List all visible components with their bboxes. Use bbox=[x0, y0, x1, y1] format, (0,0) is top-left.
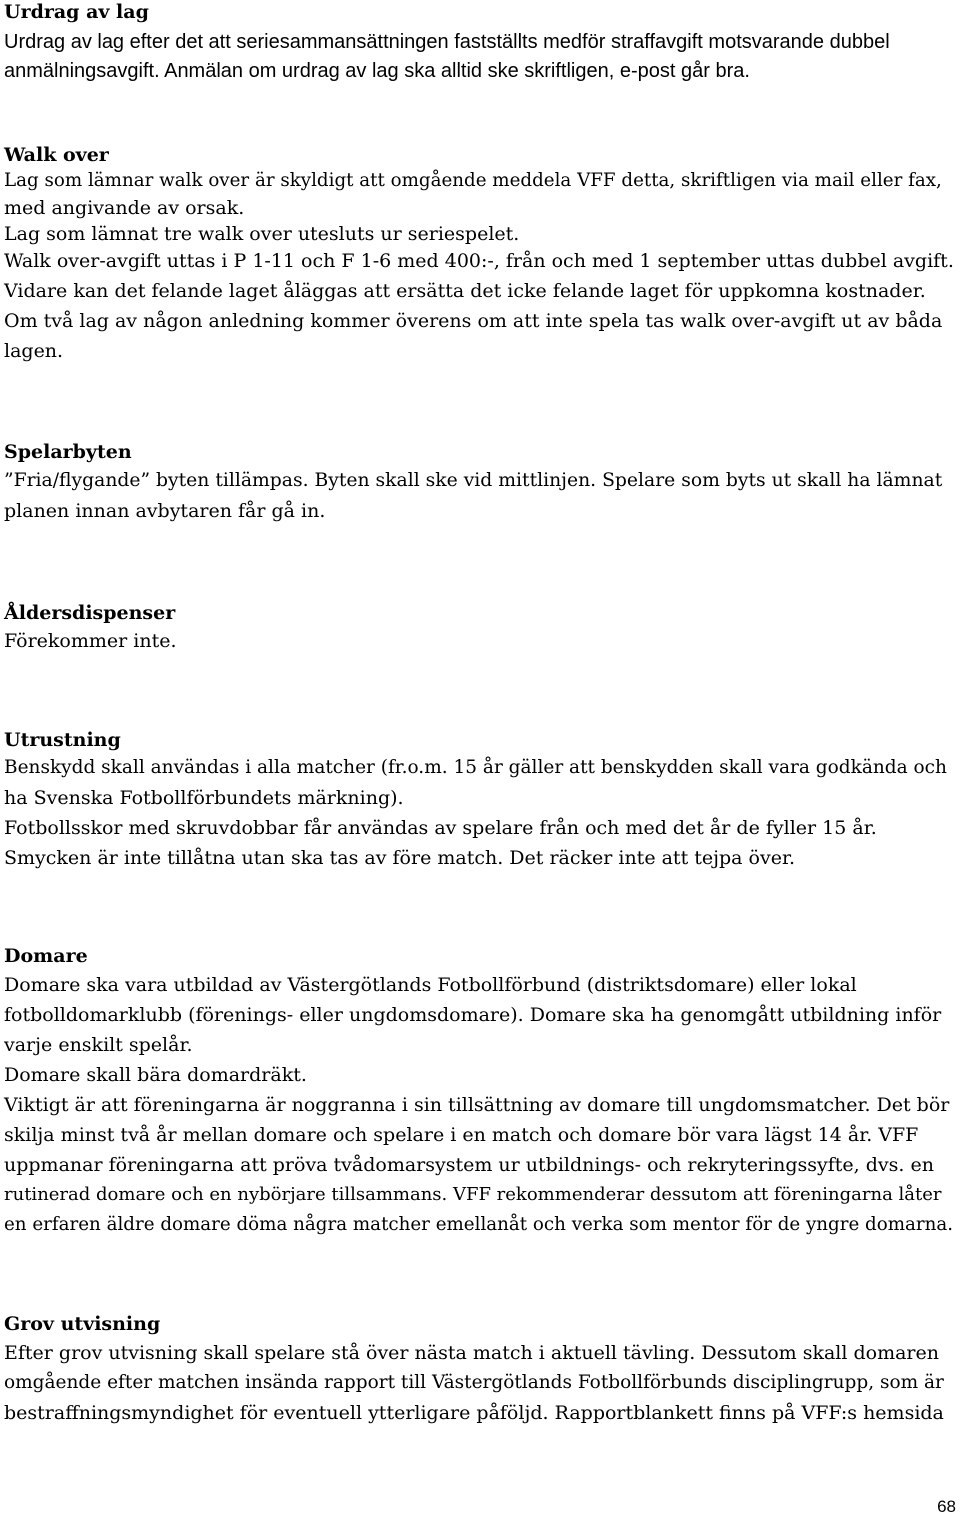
paragraph-line: Benskydd skall användas i alla matcher (fr.o.m. 15 år gäller att benskydden skall vara godkända och bbox=[4, 757, 947, 778]
paragraph-line: Lag som lämnat tre walk over utesluts ur seriespelet. bbox=[4, 223, 520, 245]
paragraph-line: fotbolldomarklubb (förenings- eller ungdomsdomare). Domare ska ha genomgått utbildning inför bbox=[4, 1004, 942, 1026]
paragraph-line: Domare skall bära domardräkt. bbox=[4, 1064, 307, 1086]
paragraph-line: Lag som lämnar walk over är skyldigt att omgående meddela VFF detta, skriftligen via mail eller fax, bbox=[4, 170, 942, 191]
paragraph-line: rutinerad domare och en nybörjare tillsammans. VFF rekommenderar dessutom att föreningarna låter bbox=[4, 1184, 942, 1205]
paragraph-line: Domare ska vara utbildad av Västergötlands Fotbollförbund (distriktsdomare) eller lokal bbox=[4, 974, 857, 996]
heading-utrustning: Utrustning bbox=[4, 729, 121, 751]
paragraph-line: Om två lag av någon anledning kommer överens om att inte spela tas walk over-avgift ut av båda bbox=[4, 310, 943, 332]
heading-urdrag-av-lag: Urdrag av lag bbox=[4, 1, 149, 23]
paragraph-line: uppmanar föreningarna att pröva tvådomarsystem ur utbildnings- och rekryteringssyfte, dvs. en bbox=[4, 1154, 934, 1176]
paragraph-line: bestraffningsmyndighet för eventuell ytterligare påföljd. Rapportblankett finns på VFF:s hemsida bbox=[4, 1402, 944, 1424]
paragraph-line: ”Fria/flygande” byten tillämpas. Byten skall ske vid mittlinjen. Spelare som byts ut skall ha lämnat bbox=[4, 470, 943, 491]
paragraph-line: en erfaren äldre domare döma några matcher emellanåt och verka som mentor för de yngre domarna. bbox=[4, 1214, 954, 1235]
heading-walk-over: Walk over bbox=[4, 144, 109, 166]
paragraph-line: omgående efter matchen insända rapport till Västergötlands Fotbollförbunds disciplingrupp, som är bbox=[4, 1372, 944, 1393]
page-number: 68 bbox=[937, 1497, 956, 1516]
paragraph-line: med angivande av orsak. bbox=[4, 197, 245, 219]
paragraph-line: Viktigt är att föreningarna är noggranna i sin tillsättning av domare till ungdomsmatcher. Det bör bbox=[4, 1094, 950, 1116]
paragraph-line: skilja minst två år mellan domare och spelare i en match och domare bör vara lägst 14 år. VFF bbox=[4, 1124, 919, 1146]
paragraph-line: planen innan avbytaren får gå in. bbox=[4, 500, 326, 522]
heading-spelarbyten: Spelarbyten bbox=[4, 441, 132, 463]
paragraph-line: Vidare kan det felande laget åläggas att ersätta det icke felande laget för uppkomna kostnader. bbox=[4, 280, 926, 302]
paragraph-line: lagen. bbox=[4, 340, 64, 362]
paragraph-line: Fotbollsskor med skruvdobbar får användas av spelare från och med det år de fyller 15 år. bbox=[4, 817, 877, 839]
heading-domare: Domare bbox=[4, 945, 88, 967]
paragraph-line: ha Svenska Fotbollförbundets märkning). bbox=[4, 787, 404, 809]
heading-grov-utvisning: Grov utvisning bbox=[4, 1313, 161, 1335]
paragraph-line: Efter grov utvisning skall spelare stå över nästa match i aktuell tävling. Dessutom skall domaren bbox=[4, 1342, 939, 1364]
paragraph-line: anmälningsavgift. Anmälan om urdrag av lag ska alltid ske skriftligen, e-post går bra. bbox=[4, 60, 750, 82]
paragraph-line: varje enskilt spelår. bbox=[4, 1034, 193, 1056]
paragraph-line: Förekommer inte. bbox=[4, 630, 177, 652]
paragraph-line: Urdrag av lag efter det att seriesammansättningen fastställts medför straffavgift motsvarande dubbel bbox=[4, 31, 890, 53]
paragraph-line: Smycken är inte tillåtna utan ska tas av före match. Det räcker inte att tejpa över. bbox=[4, 847, 795, 869]
heading-aldersdispenser: Åldersdispenser bbox=[4, 602, 176, 624]
paragraph-line: Walk over-avgift uttas i P 1-11 och F 1-6 med 400:-, från och med 1 september uttas dubbel avgift. bbox=[4, 250, 954, 272]
